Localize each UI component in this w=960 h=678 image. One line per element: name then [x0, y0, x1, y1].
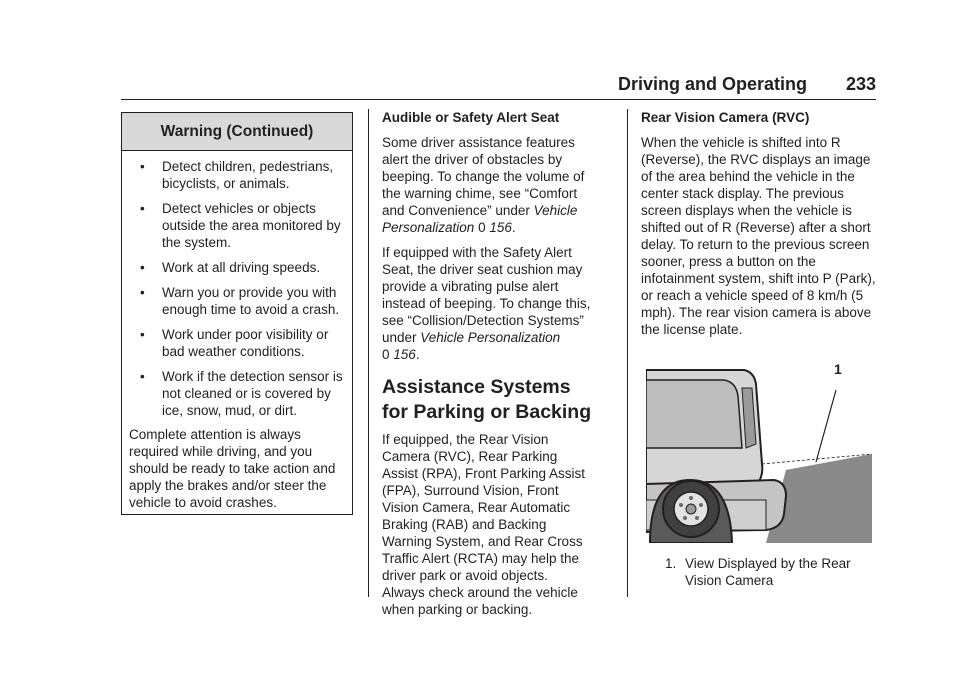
- list-item: [130, 326, 344, 360]
- page-ref-icon: 0: [382, 347, 390, 362]
- bullet-text: Work under poor visibility or bad weather conditions.: [162, 327, 329, 359]
- vehicle-rear-illustration: [646, 352, 872, 543]
- list-item: [130, 200, 344, 251]
- warning-box: [121, 112, 353, 515]
- page-number: 233: [845, 74, 876, 94]
- bullet-text: Warn you or provide you with enough time to avoid a crash.: [162, 285, 340, 317]
- list-item: [130, 368, 344, 419]
- list-item: [130, 284, 344, 318]
- warning-bullet-list: [122, 151, 352, 419]
- caption-number: 1.: [665, 556, 677, 571]
- page-header: [618, 74, 876, 95]
- cross-reference-link[interactable]: Vehicle Personalization: [420, 330, 561, 345]
- bullet-glyph: •: [140, 159, 145, 174]
- audible-paragraph-2: If equipped with the Safety Alert Seat, the driver seat cushion may provide a vibrating pulse alert instead of beeping. To change this, see “Collision/Detection Systems” under Vehicle Personalization 0 156.: [382, 245, 591, 362]
- bullet-text: Work if the detection sensor is not cleaned or is covered by ice, snow, mud, or dirt.: [162, 369, 343, 418]
- column-divider: [627, 109, 628, 597]
- page-ref-icon: 0: [478, 220, 486, 235]
- audible-paragraph-1: Some driver assistance features alert the driver of obstacles by beeping. To change the volume of the warning chime, see “Comfort and Convenience” under Vehicle Personalization 0 156.: [382, 135, 585, 235]
- bullet-text: Detect children, pedestrians, bicyclists, or animals.: [162, 159, 334, 191]
- bullet-glyph: •: [140, 201, 145, 216]
- rvc-paragraph: When the vehicle is shifted into R (Reverse), the RVC displays an image of the area behind the vehicle in the center stack display. The previous screen displays when the vehicle is shifted out of R (Reverse) after a short delay. To return to the previous screen sooner, press a button on the infotainment system, shift into P (Park), or reach a vehicle speed of 8 km/h (5 mph). The rear vision camera is above the license plate.: [641, 135, 876, 337]
- assistance-systems-heading: Assistance Systems for Parking or Backing: [382, 376, 592, 423]
- bullet-glyph: •: [140, 327, 145, 342]
- paragraph-text: Some driver assistance features alert the driver of obstacles by beeping. To change the volume of the warning chime, see “Comfort and Convenience” under: [382, 135, 585, 218]
- bullet-text: Work at all driving speeds.: [162, 260, 321, 275]
- middle-column: [382, 109, 592, 626]
- page-ref-number[interactable]: 156: [393, 347, 416, 362]
- page-ref-number[interactable]: 156: [489, 220, 512, 235]
- list-item: [130, 259, 344, 276]
- rear-vision-camera-illustration: [646, 352, 872, 543]
- right-column: [641, 109, 877, 346]
- bullet-text: Detect vehicles or objects outside the area monitored by the system.: [162, 201, 341, 250]
- figure-caption: [665, 555, 880, 589]
- list-item: [130, 158, 344, 192]
- bullet-glyph: •: [140, 369, 145, 384]
- assistance-paragraph: If equipped, the Rear Vision Camera (RVC), Rear Parking Assist (RPA), Front Parking Assist (FPA), Surround Vision, Front Vision Camera, Rear Automatic Braking (RAB) and Backing Warning System, and Rear Cross Traffic Alert (RCTA) may help the driver park or avoid objects. Always check around the vehicle when parking or backing.: [382, 432, 586, 617]
- bullet-glyph: •: [140, 285, 145, 300]
- rvc-heading: Rear Vision Camera (RVC): [641, 110, 810, 125]
- caption-text: View Displayed by the Rear Vision Camera: [685, 556, 851, 588]
- cross-reference-link[interactable]: Vehicle Personalization: [382, 203, 578, 235]
- warning-closing-paragraph: Complete attention is always required while driving, and you should be ready to take action and apply the brakes and/or steer the vehicle to avoid crashes.: [129, 427, 336, 510]
- column-divider: [368, 109, 369, 597]
- callout-number: 1: [834, 361, 842, 377]
- bullet-glyph: •: [140, 260, 145, 275]
- audible-alert-heading: Audible or Safety Alert Seat: [382, 110, 560, 125]
- warning-title: Warning (Continued): [122, 113, 352, 151]
- header-rule: [121, 99, 876, 100]
- section-title: Driving and Operating: [618, 74, 808, 94]
- paragraph-text: If equipped with the Safety Alert Seat, the driver seat cushion may provide a vibrating pulse alert instead of beeping. To change this, see “Collision/Detection Systems” under: [382, 245, 591, 345]
